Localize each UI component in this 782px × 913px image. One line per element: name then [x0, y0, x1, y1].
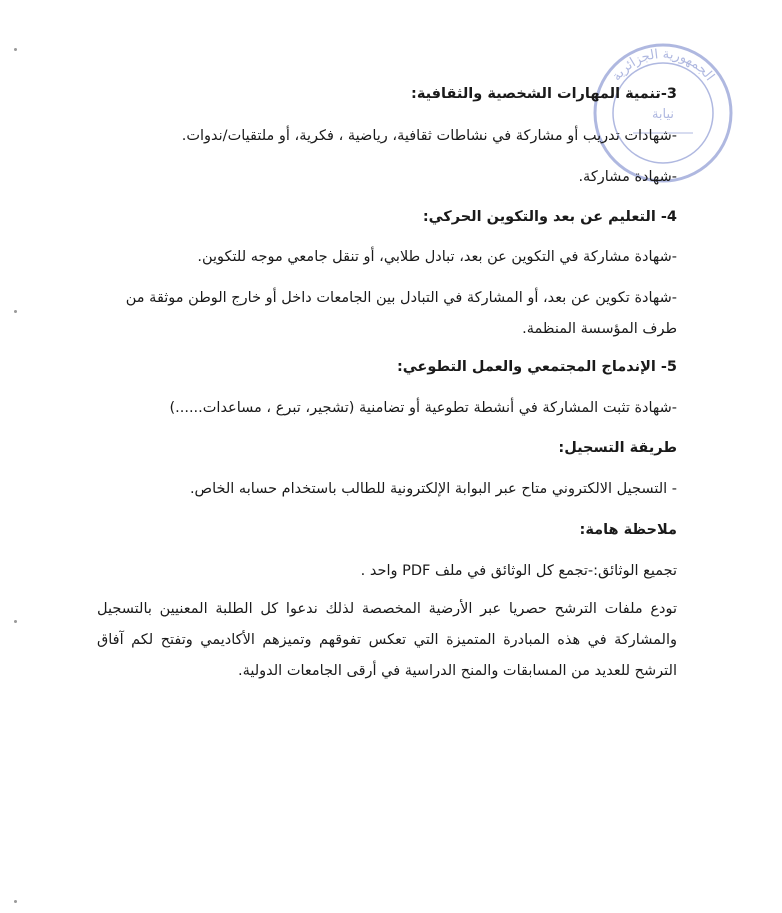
registration-text: - التسجيل الالكتروني متاح عبر البوابة الإلكترونية للطالب باستخدام حسابه الخاص. — [189, 481, 677, 497]
stamp-center-text: نيابة — [651, 107, 675, 122]
note-paragraph: تودع ملفات الترشح حصريا عبر الأرضية المخصصة لذلك ندعوا كل الطلبة المعنيين بالتسجيل والمشاركة في هذه المبادرة المتميزة التي تعكس تفوقهم وتميزهم الأكاديمي وتفتح لكم آفاق الترشح للعديد من المسابقات والمنح الدراسية في أرقى الجامعات الدولية. — [97, 601, 677, 679]
section5-heading: 5- الإندماج المجتمعي والعمل التطوعي: — [396, 359, 677, 375]
section5-item-1: -شهادة تثبت المشاركة في أنشطة تطوعية أو تضامنية (تشجير، تبرع ، مساعدات......) — [169, 400, 677, 416]
margin-mark — [14, 620, 17, 623]
margin-mark — [14, 310, 17, 313]
note-docs: تجميع الوثائق:-تجمع كل الوثائق في ملف PDF واحد . — [360, 563, 677, 579]
margin-mark — [14, 48, 17, 51]
section3-item-1: -شهادات تدريب أو مشاركة في نشاطات ثقافية، رياضية ، فكرية، أو ملتقيات/ندوات. — [181, 128, 677, 144]
section4-item-2: -شهادة تكوين عن بعد، أو المشاركة في التبادل بين الجامعات داخل أو خارج الوطن موثقة من طرف المؤسسة المنظمة. — [125, 290, 677, 337]
stamp-top-text: الجمهورية الجزائرية — [609, 46, 717, 84]
registration-heading: طريقة التسجيل: — [558, 440, 677, 456]
section4-heading: 4- التعليم عن بعد والتكوين الحركي: — [422, 209, 677, 225]
section3-heading: 3-تنمية المهارات الشخصية والثقافية: — [411, 86, 677, 102]
section4-item-1: -شهادة مشاركة في التكوين عن بعد، تبادل طلابي، أو تنقل جامعي موجه للتكوين. — [197, 249, 677, 265]
svg-text:الجمهورية الجزائرية — [609, 47, 717, 84]
note-heading: ملاحظة هامة: — [579, 522, 677, 538]
section3-item-2: -شهادة مشاركة. — [578, 169, 677, 185]
margin-mark — [14, 900, 17, 903]
official-stamp — [588, 38, 738, 188]
